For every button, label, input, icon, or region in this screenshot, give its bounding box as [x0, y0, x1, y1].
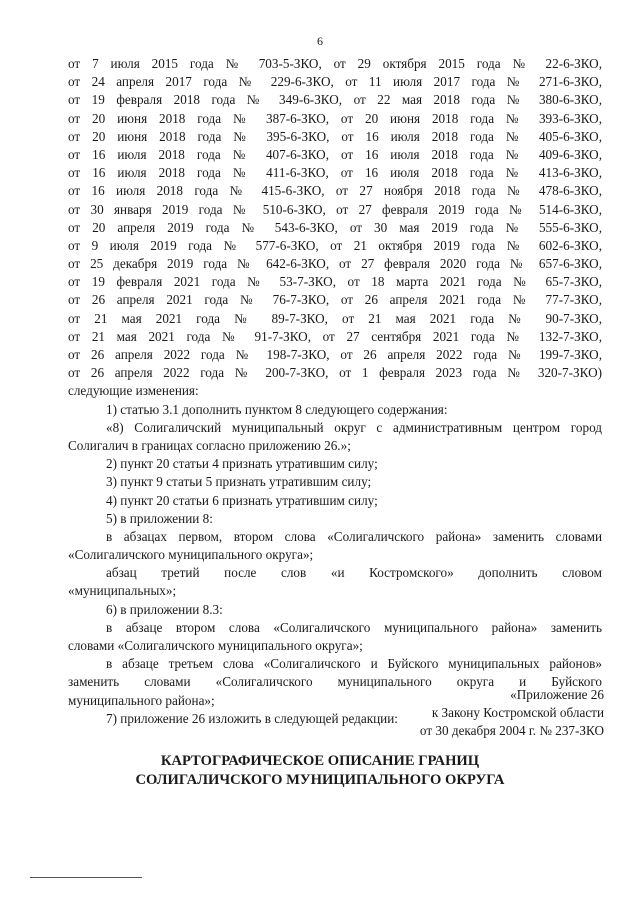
- page-number: 6: [317, 34, 323, 48]
- appendix-reference-line-1: «Приложение 26: [510, 687, 604, 702]
- amendments-line-08: от 16 июля 2018 года № 415-6-ЗКО, от 27 ноября 2018 года № 478-6-ЗКО,: [68, 183, 602, 199]
- item-3-line: 3) пункт 9 статьи 5 признать утратившим силу;: [106, 474, 372, 490]
- document-title-line-1: КАРТОГРАФИЧЕСКОЕ ОПИСАНИЕ ГРАНИЦ: [160, 753, 480, 769]
- quote-point-8-line-1: «8) Солигаличский муниципальный округ с административным центром город: [106, 419, 602, 435]
- law-amendment-body: [68, 55, 602, 728]
- amendments-line-16: от 21 мая 2021 года № 91-7-ЗКО, от 27 сентября 2021 года № 132-7-ЗКО,: [68, 328, 602, 344]
- item-2-line: 2) пункт 20 статьи 4 признать утратившим силу;: [106, 456, 378, 472]
- appendix-reference: [344, 686, 604, 741]
- appendix-reference-line-2: к Закону Костромской области: [431, 705, 604, 721]
- amendments-line-03: от 19 февраля 2018 года № 349-6-ЗКО, от 22 мая 2018 года № 380-6-ЗКО,: [68, 92, 602, 108]
- amendments-line-10: от 20 апреля 2019 года № 543-6-ЗКО, от 30 мая 2019 года № 555-6-ЗКО,: [68, 219, 602, 235]
- item-6-line: 6) в приложении 8.3:: [106, 601, 223, 617]
- item-6-para-1-line-2: словами «Солигаличского муниципального округа»;: [68, 638, 363, 653]
- amendments-line-18: от 26 апреля 2022 года № 200-7-ЗКО, от 1 февраля 2023 года № 320-7-ЗКО): [68, 365, 602, 381]
- item-6-para-2-line-1: в абзаце третьем слова «Солигаличского и Буйского муниципальных районов»: [106, 656, 602, 672]
- item-6-para-2-line-2: заменить словами «Солигаличского муниципального округа и Буйского: [68, 674, 602, 690]
- item-6-para-1-line-1: в абзаце втором слова «Солигаличского муниципального района» заменить: [106, 619, 602, 635]
- item-1-line: 1) статью 3.1 дополнить пунктом 8 следующего содержания:: [106, 401, 448, 417]
- amendments-line-13: от 19 февраля 2021 года № 53-7-ЗКО, от 18 марта 2021 года № 65-7-ЗКО,: [68, 274, 602, 290]
- item-5-para-1-line-1: в абзацах первом, втором слова «Солигаличского района» заменить словами: [106, 528, 602, 544]
- amendments-line-06: от 16 июля 2018 года № 407-6-ЗКО, от 16 июля 2018 года № 409-6-ЗКО,: [68, 146, 602, 162]
- item-5-para-2-line-1: абзац третий после слов «и Костромского» дополнить словом: [106, 565, 602, 581]
- appendix-reference-line-3: от 30 декабря 2004 г. № 237-ЗКО: [419, 723, 604, 739]
- changes-intro-line: следующие изменения:: [68, 383, 199, 399]
- amendments-line-15: от 21 мая 2021 года № 89-7-ЗКО, от 21 мая 2021 года № 90-7-ЗКО,: [68, 310, 602, 326]
- amendments-line-14: от 26 апреля 2021 года № 76-7-ЗКО, от 26 апреля 2021 года № 77-7-ЗКО,: [68, 292, 602, 308]
- amendments-line-05: от 20 июня 2018 года № 395-6-ЗКО, от 16 июля 2018 года № 405-6-ЗКО,: [68, 128, 602, 144]
- amendments-line-12: от 25 декабря 2019 года № 642-6-ЗКО, от 27 февраля 2020 года № 657-6-ЗКО,: [68, 256, 602, 272]
- amendments-line-09: от 30 января 2019 года № 510-6-ЗКО, от 27 февраля 2019 года № 514-6-ЗКО,: [68, 201, 602, 217]
- quote-point-8-line-2: Солигалич в границах согласно приложению 26.»;: [68, 437, 351, 453]
- item-5-para-1-line-2: «Солигаличского муниципального округа»;: [68, 547, 314, 563]
- amendments-line-07: от 16 июля 2018 года № 411-6-ЗКО, от 16 июля 2018 года № 413-6-ЗКО,: [68, 165, 602, 181]
- item-5-para-2-line-2: «муниципальных»;: [68, 583, 177, 599]
- amendments-line-17: от 26 апреля 2022 года № 198-7-ЗКО, от 26 апреля 2022 года № 199-7-ЗКО,: [68, 347, 602, 362]
- amendments-line-02: от 24 апреля 2017 года № 229-6-ЗКО, от 11 июля 2017 года № 271-6-ЗКО,: [68, 74, 602, 90]
- item-5-line: 5) в приложении 8:: [106, 510, 213, 526]
- footnote-separator-line: [30, 877, 142, 878]
- amendments-line-01: от 7 июля 2015 года № 703-5-ЗКО, от 29 октября 2015 года № 22-6-ЗКО,: [68, 56, 602, 71]
- amendments-line-04: от 20 июня 2018 года № 387-6-ЗКО, от 20 июня 2018 года № 393-6-ЗКО,: [68, 110, 602, 126]
- item-6-para-2-line-3: муниципального района»;: [68, 692, 215, 708]
- item-4-line: 4) пункт 20 статьи 6 признать утратившим силу;: [106, 492, 378, 508]
- document-title-line-2: СОЛИГАЛИЧСКОГО МУНИЦИПАЛЬНОГО ОКРУГА: [135, 772, 505, 788]
- amendments-line-11: от 9 июля 2019 года № 577-6-ЗКО, от 21 октября 2019 года № 602-6-ЗКО,: [68, 237, 602, 253]
- document-title: [0, 752, 640, 790]
- item-7-line: 7) приложение 26 изложить в следующей редакции:: [106, 710, 398, 726]
